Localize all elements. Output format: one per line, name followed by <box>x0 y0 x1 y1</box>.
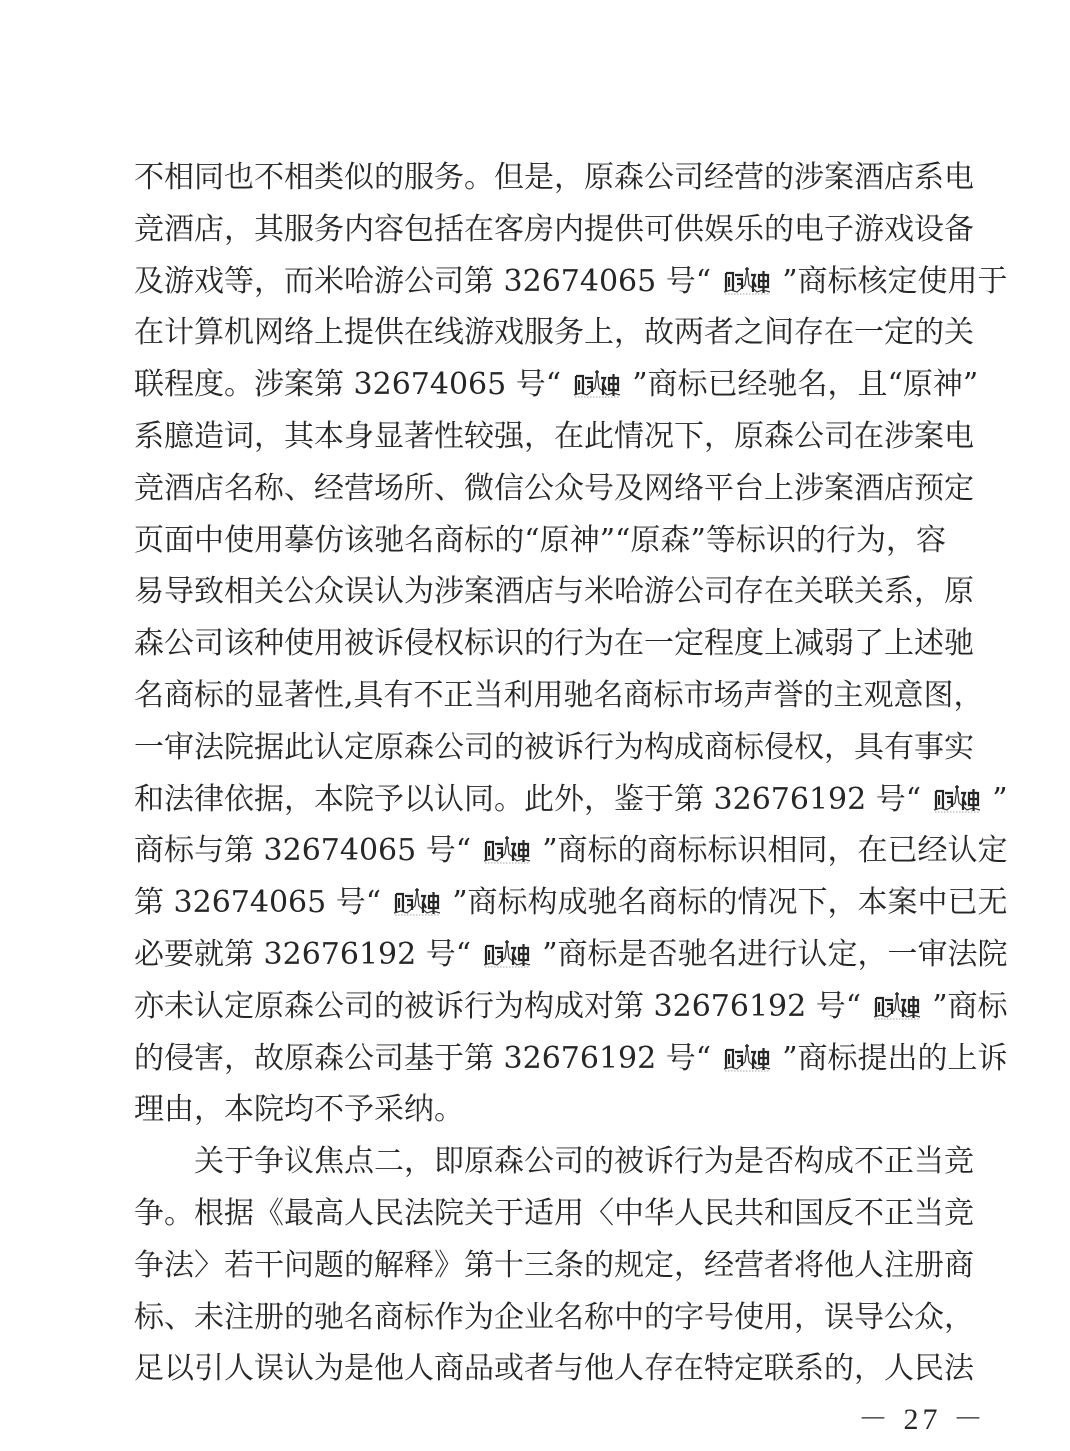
text-line: 名商标的显著性,具有不正当利用驰名商标市场声誉的主观意图， <box>134 678 984 713</box>
text-fragment: ”商标已经驰名，且“原神” <box>632 367 979 402</box>
text-line: 竞酒店名称、经营场所、微信公众号及网络平台上涉案酒店预定 <box>134 471 974 506</box>
text-fragment: ”商标构成驰名商标的情况下，本案中已无 <box>452 885 1008 920</box>
text-fragment: 和法律依据，本院予以认同。此外，鉴于第 32676192 号“ <box>134 782 922 817</box>
page-number: － 27 － <box>858 1403 987 1436</box>
genshin-logo-icon <box>481 834 533 866</box>
text-line: 争法〉若干问题的解释》第十三条的规定，经营者将他人注册商 <box>134 1248 974 1283</box>
text-fragment: 联程度。涉案第 32674065 号“ <box>134 367 562 402</box>
text-fragment: ” <box>992 782 1008 817</box>
text-fragment: 商标与第 32674065 号“ <box>134 833 472 868</box>
text-fragment: ”商标核定使用于 <box>782 264 1008 299</box>
text-fragment: 必要就第 32676192 号“ <box>134 937 472 972</box>
genshin-logo-icon <box>721 265 773 297</box>
text-line <box>134 780 1008 820</box>
genshin-logo-icon <box>481 938 533 970</box>
text-fragment: 第 32674065 号“ <box>134 885 382 920</box>
text-fragment: 及游戏等，而米哈游公司第 32674065 号“ <box>134 264 712 299</box>
text-line <box>134 935 1008 975</box>
text-fragment: 的侵害，故原森公司基于第 32676192 号“ <box>134 1041 712 1076</box>
genshin-logo-icon <box>721 1042 773 1074</box>
text-fragment: ”商标提出的上诉 <box>782 1041 1008 1076</box>
text-line <box>134 831 1008 871</box>
text-line: 森公司该种使用被诉侵权标识的行为在一定程度上减弱了上述驰 <box>134 626 974 661</box>
genshin-logo-icon <box>571 368 623 400</box>
text-line: 竞酒店，其服务内容包括在客房内提供可供娱乐的电子游戏设备 <box>134 212 974 247</box>
text-fragment: ”商标的商标标识相同，在已经认定 <box>542 833 1008 868</box>
text-line <box>134 883 1008 923</box>
text-line <box>134 1039 1008 1079</box>
text-line <box>134 365 979 405</box>
genshin-logo-icon <box>871 990 923 1022</box>
text-line: 理由，本院均不予采纳。 <box>134 1092 464 1127</box>
text-line: 足以引人误认为是他人商品或者与他人存在特定联系的，人民法 <box>134 1351 974 1386</box>
text-line: 系臆造词，其本身显著性较强，在此情况下，原森公司在涉案电 <box>134 419 974 454</box>
text-line <box>134 262 1008 302</box>
text-line: 一审法院据此认定原森公司的被诉行为构成商标侵权，具有事实 <box>134 730 974 765</box>
text-line: 易导致相关公众误认为涉案酒店与米哈游公司存在关联关系，原 <box>134 574 974 609</box>
text-fragment: ”商标是否驰名进行认定，一审法院 <box>542 937 1008 972</box>
genshin-logo-icon <box>931 783 983 815</box>
text-fragment: ”商标 <box>932 989 1008 1024</box>
text-line: 关于争议焦点二，即原森公司的被诉行为是否构成不正当竞 <box>194 1144 974 1179</box>
text-line: 不相同也不相类似的服务。但是，原森公司经营的涉案酒店系电 <box>134 160 974 195</box>
text-line: 标、未注册的驰名商标作为企业名称中的字号使用，误导公众， <box>134 1300 974 1335</box>
text-fragment: 亦未认定原森公司的被诉行为构成对第 32676192 号“ <box>134 989 862 1024</box>
genshin-logo-icon <box>391 886 443 918</box>
text-line <box>134 987 1008 1027</box>
text-line: 争。根据《最高人民法院关于适用〈中华人民共和国反不正当竞 <box>134 1196 974 1231</box>
text-line: 在计算机网络上提供在线游戏服务上，故两者之间存在一定的关 <box>134 315 974 350</box>
text-line: 页面中使用摹仿该驰名商标的“原神”“原森”等标识的行为，容 <box>134 523 946 558</box>
